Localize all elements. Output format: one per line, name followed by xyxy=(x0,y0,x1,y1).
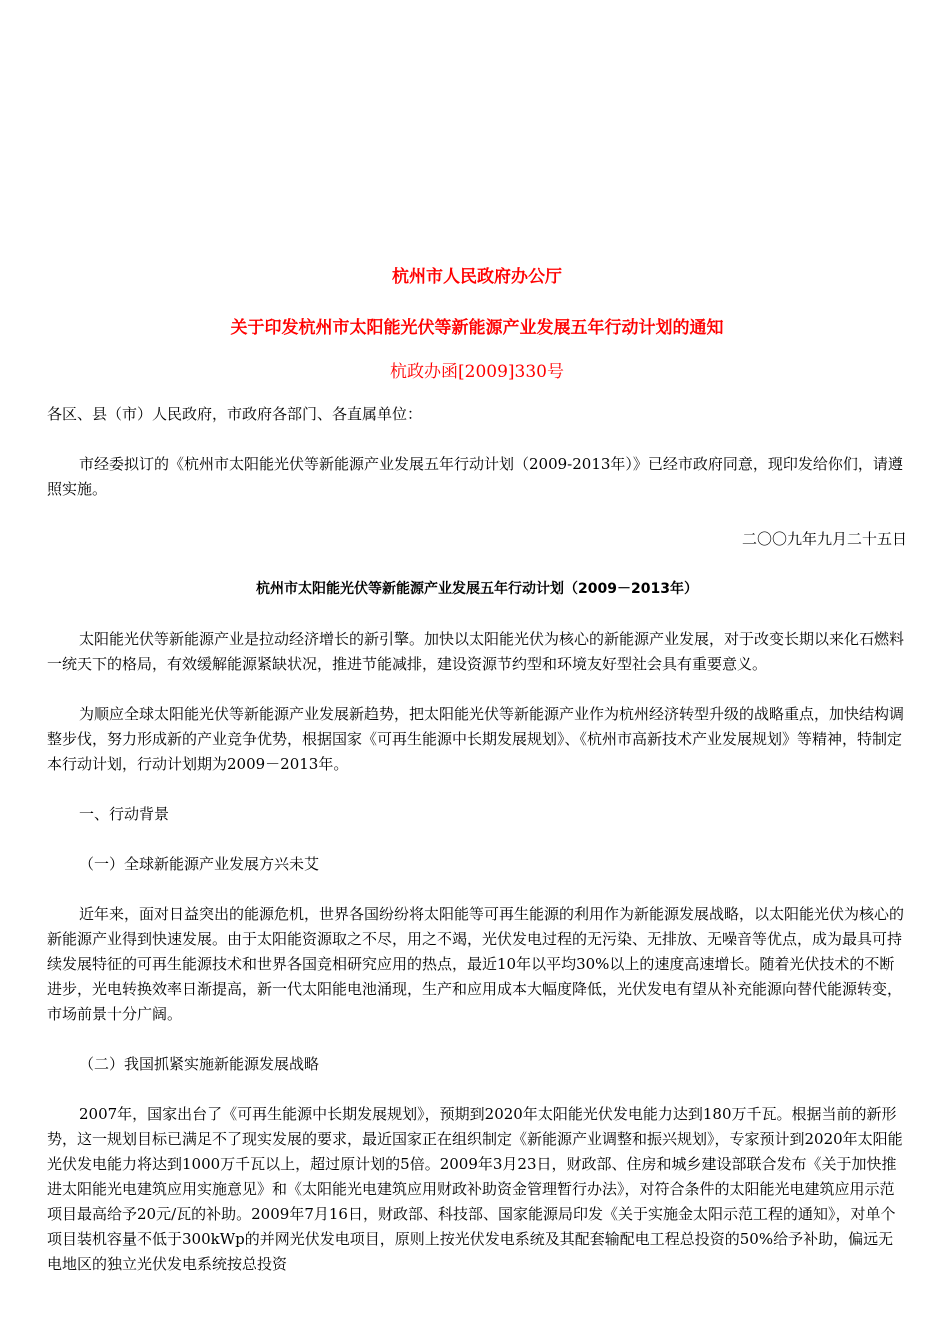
section-heading-background: 一、行动背景 xyxy=(79,805,170,823)
paragraph-china-strategy: 2007年，国家出台了《可再生能源中长期发展规划》，预期到2020年太阳能光伏发电能力达到180万千瓦。根据当前的新形势，这一规划目标已满足不了现实发展的要求，最近国家正在组织制定《新能源产业调整和振兴规划》，专家预计到2020年太阳能光伏发电能力将达到1000万千瓦以上，超过原计划的5倍。2009年3月23日，财政部、住房和城乡建设部联合发布《关于加快推进太阳能光电建筑应用实施意见》和《太阳能光电建筑应用财政补助资金管理暂行办法》，对符合条件的太阳能光电建筑应用示范项目最高给予20元/瓦的补助。2009年7月16日，财政部、科技部、国家能源局印发《关于实施金太阳示范工程的通知》，对单个项目装机容量不低于300kWp的并网光伏发电项目，原则上按光伏发电系统及其配套输配电工程总投资的50%给予补助，偏远无电地区的独立光伏发电系统按总投资 xyxy=(47,1105,903,1273)
document-number: 杭政办函[2009]330号 xyxy=(390,362,564,382)
plan-intro-paragraph-2: 为顺应全球太阳能光伏等新能源产业发展新趋势，把太阳能光伏等新能源产业作为杭州经济转型升级的战略重点，加快结构调整步伐，努力形成新的产业竞争优势，根据国家《可再生能源中长期发展规划》、《杭州市高新技术产业发展规划》等精神，特制定本行动计划，行动计划期为2009－2013年。 xyxy=(47,705,905,773)
addressee: 各区、县（市）人民政府，市政府各部门、各直属单位： xyxy=(47,405,423,423)
plan-title: 杭州市太阳能光伏等新能源产业发展五年行动计划（2009－2013年） xyxy=(256,581,698,597)
subsection-heading-global: （一）全球新能源产业发展方兴未艾 xyxy=(79,855,320,873)
paragraph-global-development: 近年来，面对日益突出的能源危机，世界各国纷纷将太阳能等可再生能源的利用作为新能源发展战略，以太阳能光伏为核心的新能源产业得到快速发展。由于太阳能资源取之不尽，用之不竭，光伏发电过程的无污染、无排放、无噪音等优点，成为最具可持续发展特征的可再生能源技术和世界各国竞相研究应用的热点，最近10年以平均30%以上的速度高速增长。随着光伏技术的不断进步，光电转换效率日渐提高，新一代太阳能电池涌现，生产和应用成本大幅度降低，光伏发电有望从补充能源向替代能源转变，市场前景十分广阔。 xyxy=(47,905,905,1023)
issue-date: 二〇〇九年九月二十五日 xyxy=(741,530,907,548)
plan-intro-paragraph-1: 太阳能光伏等新能源产业是拉动经济增长的新引擎。加快以太阳能光伏为核心的新能源产业发展，对于改变长期以来化石燃料一统天下的格局，有效缓解能源紧缺状况，推进节能减排，建设资源节约型和环境友好型社会具有重要意义。 xyxy=(47,630,905,673)
notice-body: 市经委拟订的《杭州市太阳能光伏等新能源产业发展五年行动计划（2009-2013年）》已经市政府同意，现印发给你们，请遵照实施。 xyxy=(47,455,903,498)
issuing-org-title: 杭州市人民政府办公厅 xyxy=(392,267,562,287)
notice-title: 关于印发杭州市太阳能光伏等新能源产业发展五年行动计划的通知 xyxy=(230,318,724,338)
document-body xyxy=(47,402,907,1277)
subsection-heading-china: （二）我国抓紧实施新能源发展战略 xyxy=(79,1055,320,1073)
